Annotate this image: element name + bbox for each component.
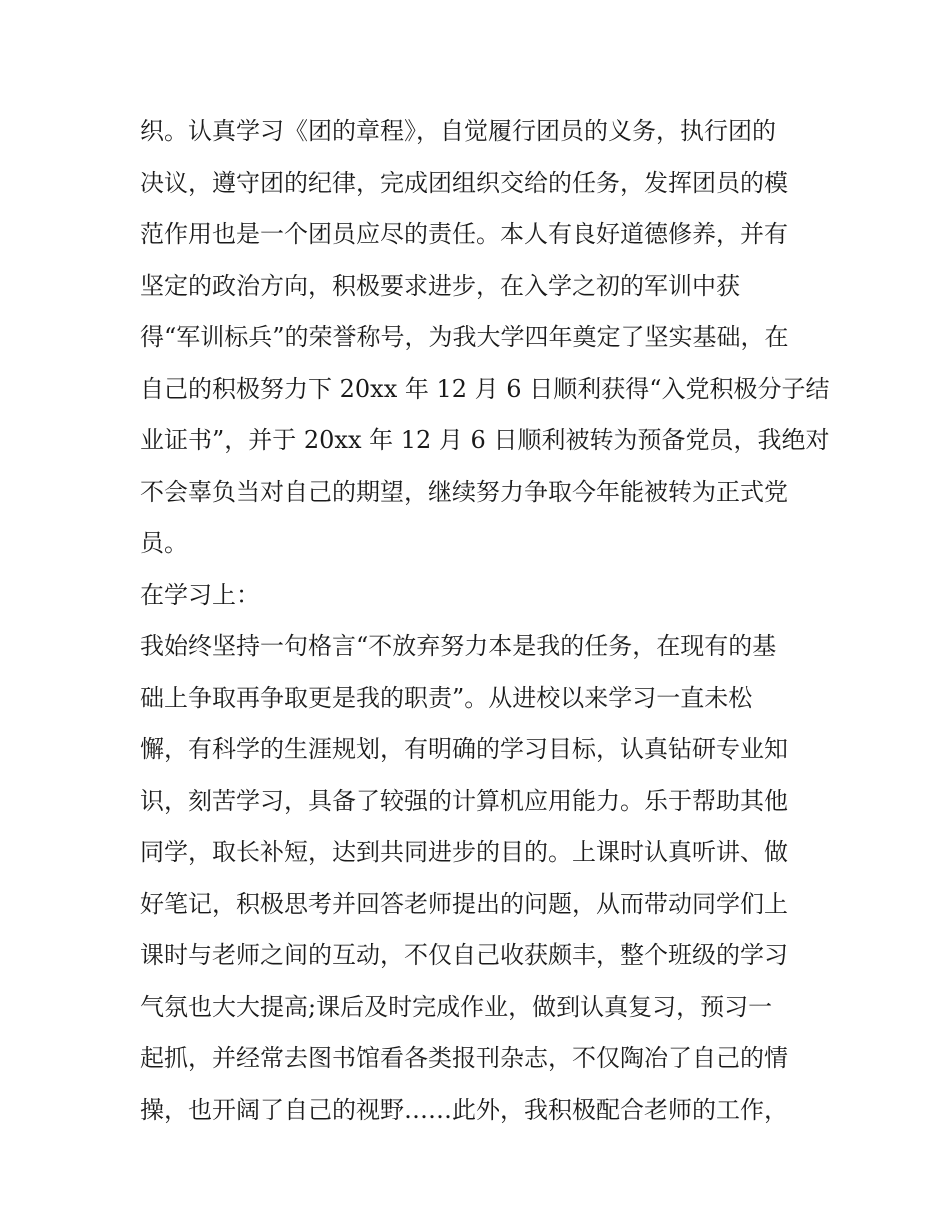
text-line: 不会辜负当对自己的期望，继续努力争取今年能被转为正式党 bbox=[140, 477, 788, 506]
text-line: 决议，遵守团的纪律，完成团组织交给的任务，发挥团员的模 bbox=[140, 168, 788, 197]
text-line: 课时与老师之间的互动，不仅自己收获颇丰，整个班级的学习 bbox=[140, 941, 788, 969]
text-line: 自己的积极努力下 20xx 年 12 月 6 日顺利获得“入党积极分子结 bbox=[140, 374, 830, 403]
text-line: 员。 bbox=[140, 529, 188, 557]
text-line: 得“军训标兵”的荣誉称号，为我大学四年奠定了坚实基础，在 bbox=[140, 323, 789, 351]
body-text bbox=[140, 106, 830, 1136]
text-line: 懈，有科学的生涯规划，有明确的学习目标，认真钻研专业知 bbox=[140, 735, 788, 763]
text-line: 识，刻苦学习，具备了较强的计算机应用能力。乐于帮助其他 bbox=[140, 786, 788, 815]
section-heading: 在学习上： bbox=[140, 580, 260, 609]
text-line: 气氛也大大提高;课后及时完成作业，做到认真复习，预习一 bbox=[140, 992, 773, 1021]
text-line: 业证书”，并于 20xx 年 12 月 6 日顺利被转为预备党员，我绝对 bbox=[140, 426, 830, 454]
text-line: 操，也开阔了自己的视野……此外，我积极配合老师的工作， bbox=[140, 1095, 788, 1124]
text-line: 好笔记，积极思考并回答老师提出的问题，从而带动同学们上 bbox=[140, 889, 788, 918]
text-line: 我始终坚持一句格言“不放弃努力本是我的任务，在现有的基 bbox=[140, 632, 777, 660]
text-line: 织。认真学习《团的章程》，自觉履行团员的义务，执行团的 bbox=[140, 117, 776, 145]
text-line: 同学，取长补短，达到共同进步的目的。上课时认真听讲、做 bbox=[140, 838, 788, 866]
text-line: 起抓，并经常去图书馆看各类报刊杂志，不仅陶冶了自己的情 bbox=[140, 1044, 788, 1072]
text-line: 础上争取再争取更是我的职责”。从进校以来学习一直未松 bbox=[140, 683, 753, 712]
text-line: 范作用也是一个团员应尽的责任。本人有良好道德修养，并有 bbox=[140, 220, 788, 248]
text-line: 坚定的政治方向，积极要求进步，在入学之初的军训中获 bbox=[140, 271, 740, 300]
